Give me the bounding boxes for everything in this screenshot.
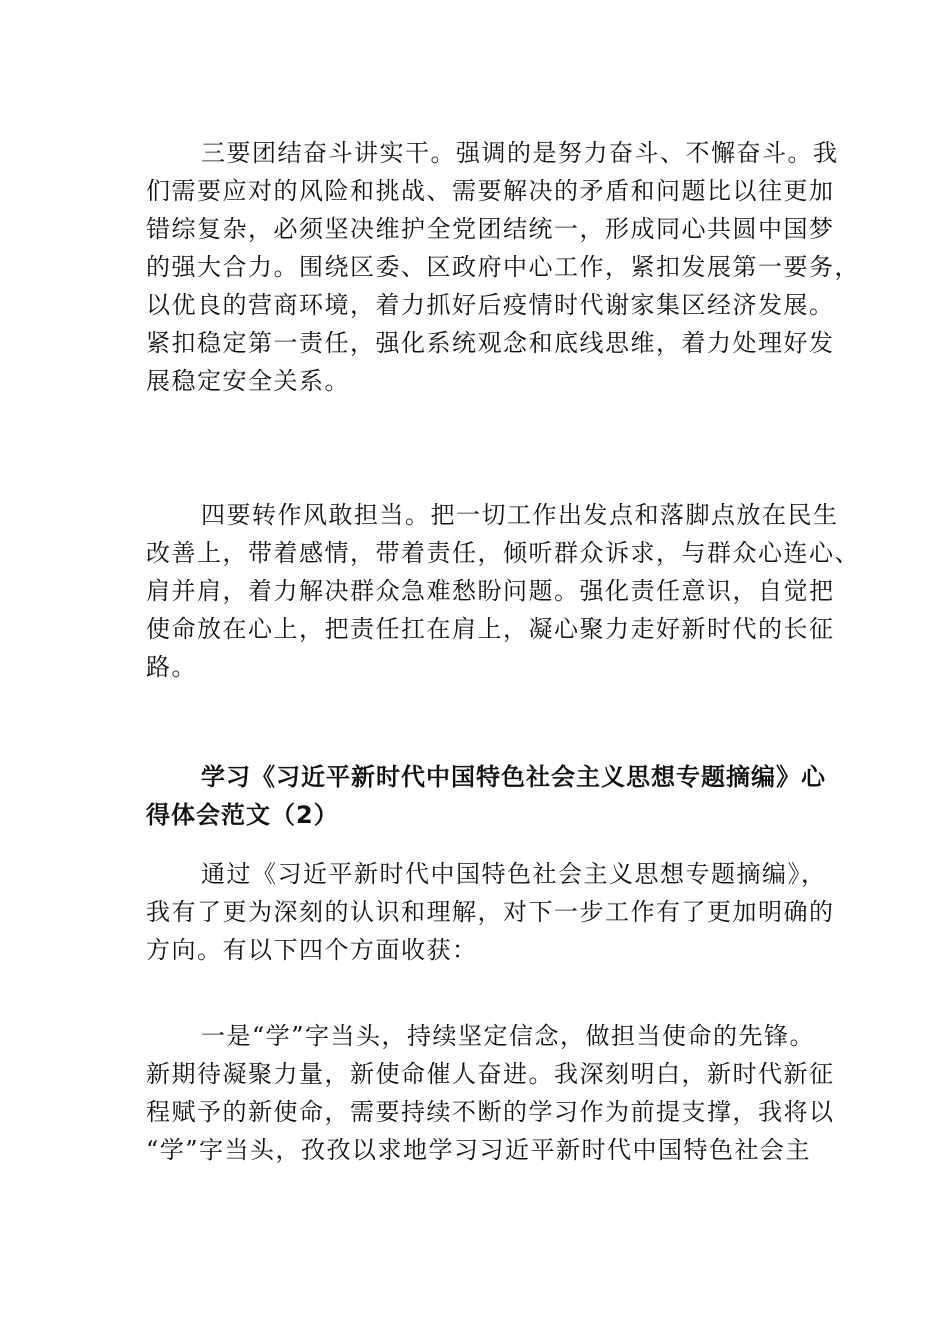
text-line: 三要团结奋斗讲实干。强调的是努力奋斗、不懈奋斗。我 (201, 139, 839, 167)
text-line: 一是“学”字当头，持续坚定信念，做担当使命的先锋。 (201, 1022, 816, 1050)
text-line: 错综复杂，必须坚决维护全党团结统一，形成同心共圆中国梦 (146, 215, 835, 243)
paragraph-body (146, 496, 860, 686)
text-line: 通过《习近平新时代中国特色社会主义思想专题摘编》， (201, 860, 827, 888)
text-line: 改善上，带着感情，带着责任，倾听群众诉求，与群众心连心、 (146, 539, 860, 567)
text-line: 展稳定安全关系。 (146, 367, 350, 395)
text-line: “学”字当头，孜孜以求地学习习近平新时代中国特色社会主 (146, 1136, 812, 1164)
text-line: 方向。有以下四个方面收获： (146, 936, 478, 964)
paragraph-intro (146, 855, 835, 969)
text-line: 肩并肩，着力解决群众急难愁盼问题。强化责任意识，自觉把 (146, 577, 835, 605)
heading-line: 得体会范文（2） (146, 801, 339, 829)
text-line: 路。 (146, 653, 197, 681)
text-line: 四要转作风敢担当。把一切工作出发点和落脚点放在民生 (201, 501, 839, 529)
paragraph-one-study (146, 1017, 835, 1169)
text-line: 程赋予的新使命，需要持续不断的学习作为前提支撑，我将以 (146, 1098, 835, 1126)
paragraph-four-style (146, 496, 860, 686)
text-line: 的强大合力。围绕区委、区政府中心工作，紧扣发展第一要务， (146, 253, 860, 281)
text-line: 紧扣稳定第一责任，强化系统观念和底线思维，着力处理好发 (146, 329, 835, 357)
heading-line: 学习《习近平新时代中国特色社会主义思想专题摘编》心 (201, 763, 826, 791)
heading-text (146, 758, 826, 834)
text-line: 我有了更为深刻的认识和理解，对下一步工作有了更加明确的 (146, 898, 835, 926)
paragraph-body (146, 134, 860, 400)
paragraph-body (146, 855, 835, 969)
paragraph-body (146, 1017, 835, 1169)
text-line: 使命放在心上，把责任扛在肩上，凝心聚力走好新时代的长征 (146, 615, 835, 643)
text-line: 新期待凝聚力量，新使命催人奋进。我深刻明白，新时代新征 (146, 1060, 835, 1088)
text-line: 以优良的营商环境，着力抓好后疫情时代谢家集区经济发展。 (146, 291, 835, 319)
section-heading (146, 758, 826, 834)
text-line: 们需要应对的风险和挑战、需要解决的矛盾和问题比以往更加 (146, 177, 835, 205)
paragraph-three-unity (146, 134, 860, 400)
